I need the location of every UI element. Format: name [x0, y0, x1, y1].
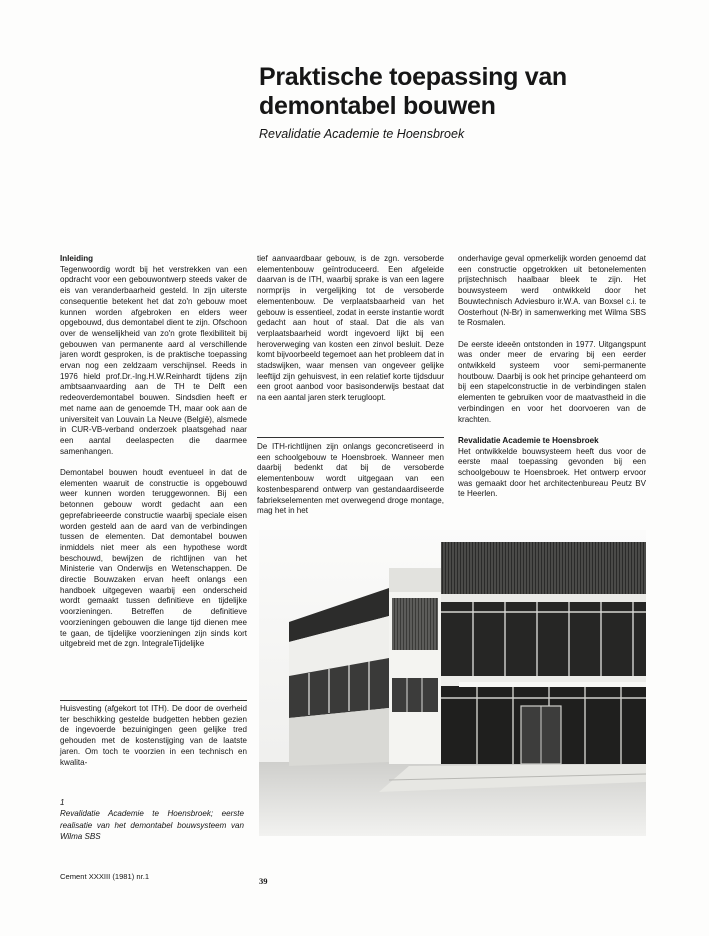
column-2: [257, 254, 444, 404]
paragraph: tief aanvaardbaar gebouw, is de zgn. versoberde elementenbouw geïntroduceerd. Een afgeleide daarvan is de ITH, waarbij sprake is van een lagere normprijs in vergelijking tot de versoberde elementenbouw. De verplaatsbaarheid van het gebouw is essentieel, zodat in eerste instantie wordt gedacht aan hout of staal. Dat die als van verplaatsbaarheid wordt ingevoerd lijkt bij een heroverweging van kosten een zinvol besluit. Deze komt bijvoorbeeld tegemoet aan het probleem dat in stadswijken, waar mensen van ongeveer gelijke leeftijd zijn gehuisvest, in een relatief korte tijdsduur een groot aanbod voor basisonderwijs bestaat dat na een aantal jaren sterk terugloopt.: [257, 254, 444, 403]
corner-block: [389, 568, 441, 764]
intro-section: [60, 254, 247, 457]
canopy: [459, 682, 646, 687]
section-heading-inleiding: Inleiding: [60, 254, 94, 263]
column-divider: [60, 700, 247, 701]
journal-footer: Cement XXXIII (1981) nr.1: [60, 872, 150, 881]
main-facade: [441, 542, 646, 764]
section-heading-revalidatie: Revalidatie Academie te Hoensbroek: [458, 435, 599, 445]
section-revalidatie: [458, 436, 646, 500]
page-number: 39: [259, 876, 268, 886]
title-line-1: Praktische toepassing van: [259, 62, 567, 91]
article-title: [259, 63, 679, 121]
column-divider: [257, 437, 444, 438]
column-2-continued: [257, 442, 444, 517]
paragraph: Tegenwoordig wordt bij het verstrekken van een opdracht voor een gebouwontwerp steeds vaker de eis van veranderbaarheid gesteld. In zijn uiterste consequentie betekent het dat zo'n gebouw moet kunnen worden afgebroken en elders weer opgebouwd, dus demontabel dient te zijn. Ofschoon over de wenselijkheid van zo'n grote flexibiliteit bij gebouwen van permanente aard al verschillende jaren wordt gesproken, is de praktische toepassing ervan nog een zeldzaam verschijnsel. Reeds in 1976 hield prof.Dr.-Ing.H.W.Reinhardt tijdens zijn ambtsaanvaarding aan de TH te Delft een redeoverdemontabel bouwen. Sindsdien heeft er met name aan de genoemde TH, maar ook aan de universiteit van Louvain La Neuve (België), alsmede in CUR-VB-verband onderzoek plaatsgehad naar een aantal deelaspecten die daarmee samenhangen.: [60, 264, 247, 456]
building-photo: [259, 530, 646, 836]
figure-caption: [60, 797, 244, 842]
paragraph: onderhavige geval opmerkelijk worden genoemd dat een constructie opgetrokken uit betonelementen prijstechnisch haalbaar bleek te zijn. Het bouwsysteem werd ontwikkeld door het Bouwtechnisch Adviesburo ir.W.A. van Boxsel c.i. te Oosterhout (N-Br) in samenwerking met Wilma SBS te Rosmalen.: [458, 254, 646, 328]
article-subtitle: Revalidatie Academie te Hoensbroek: [259, 127, 465, 141]
paragraph: Het ontwikkelde bouwsysteem heeft dus voor de eerste maal toepassing gevonden bij een schoolgebouw te Hoensbroek. Het ontwerp ervoor was gemaakt door het architectenbureau Peutz BV te Heerlen.: [458, 446, 646, 499]
paragraph: De eerste ideeën ontstonden in 1977. Uitgangspunt was onder meer de ervaring bij een eerder ontwikkeld systeem voor semi-permanente houtbouw. Daarbij is ook het principe gehanteerd om bij een stapelconstructie in de verbindingen stalen elementen te gebruiken voor de maatvastheid in die verbindingen en voor het doorvoeren van de krachten.: [458, 339, 646, 424]
figure-number: 1: [60, 798, 65, 807]
paragraph: De ITH-richtlijnen zijn onlangs geconcretiseerd in een schoolgebouw te Hoensbroek. Wanneer men daarbij bedenkt dat bij de versoberde elementenbouw wordt uitgegaan van een kostenbesparend ontwerp van gestandaardiseerde fabriekselementen met overwegend droge montage, mag het in het: [257, 442, 444, 516]
column-1: [60, 254, 247, 650]
paragraph: Huisvesting (afgekort tot ITH). De door de overheid ter beschikking gestelde budgetten hebben gezien de ingevoerde bezuinigingen geen gelijke tred gehouden met de kostenstijging van de laatste jaren. Om toch te voorzien in een technisch en kwalita-: [60, 704, 247, 767]
paragraph: Demontabel bouwen houdt eventueel in dat de elementen waaruit de constructie is opgebouwd weer kunnen worden teruggewonnen. Bij een betonnen gebouw wordt gedacht aan een geprefabrieeerde constructie waarbij speciale eisen worden gesteld aan de aard van de verbindingen tussen de elementen. Dat demontabel bouwen inmiddels niet meer als een hypothese wordt beschouwd, bewijzen de richtlijnen van het Ministerie van Onderwijs en Wetenschappen. De directie Bouwzaken ervan heeft onlangs een handboek uitgegeven waarbij een onderscheid wordt gemaakt tussen definitieve en tijdelijke voorzieningen. Betreffen de definitieve voorzieningen gebouwen die lange tijd dienen mee te gaan, de tijdelijke voorzieningen zijn sinds kort uitgebreid met de zgn. IntegraleTijdelijke: [60, 468, 247, 649]
column-1-continued: [60, 704, 247, 768]
caption-text: Revalidatie Academie te Hoensbroek; eerste realisatie van het demontabel bouwsysteem van Wilma SBS: [60, 809, 244, 841]
column-3: [458, 254, 646, 500]
title-line-2: demontabel bouwen: [259, 91, 496, 120]
